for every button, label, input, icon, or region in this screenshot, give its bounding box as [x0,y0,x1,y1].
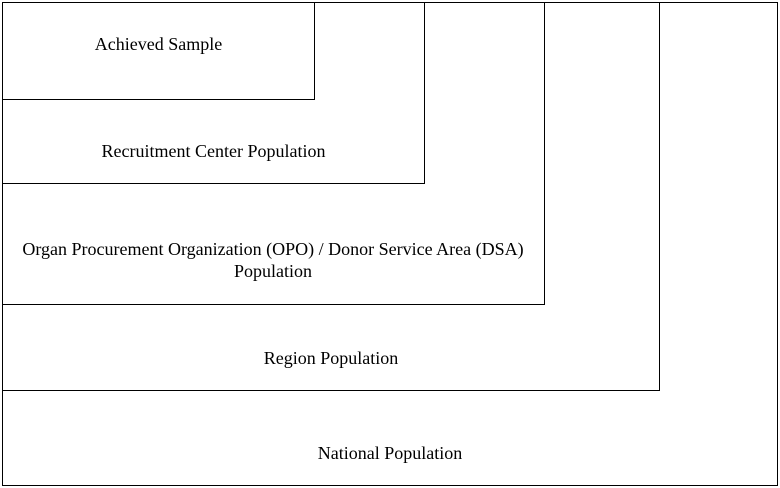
opo-dsa-population-label: Organ Procurement Organization (OPO) / Donor Service Area (DSA) Population [22,239,524,281]
achieved-sample-label: Achieved Sample [94,34,223,54]
national-population-label: National Population [317,443,463,463]
recruitment-center-population-label: Recruitment Center Population [101,141,326,161]
region-population-label: Region Population [263,348,399,368]
